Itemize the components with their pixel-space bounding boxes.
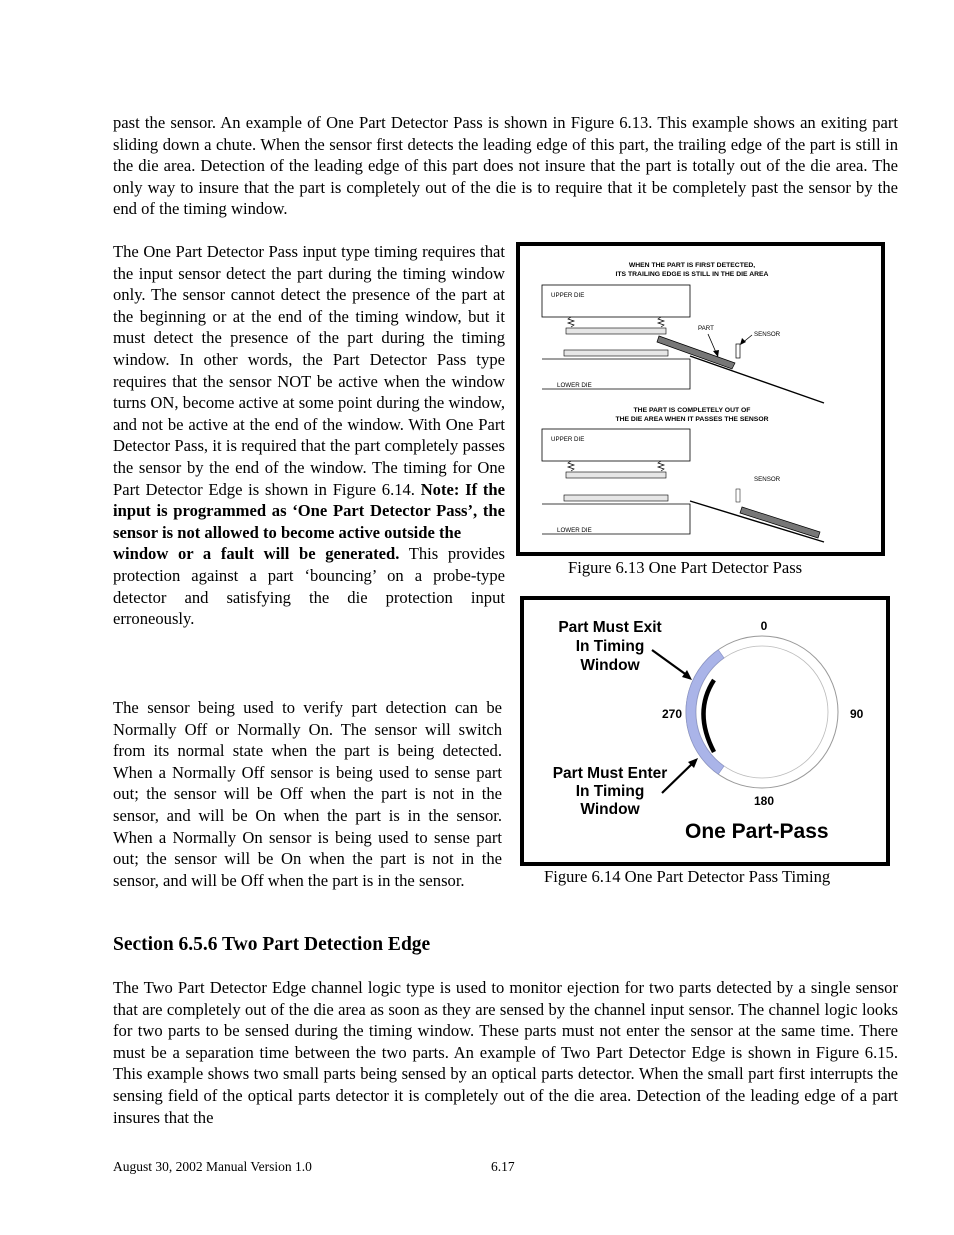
fig13-upper-die-label-bottom: UPPER DIE (551, 436, 585, 443)
pass-note-bold-a: Note: If the input is programmed as ‘One Part Detector Pass’, the sensor is not allowed to become active outside the (113, 479, 505, 542)
fig13-stripper-plate-top (566, 328, 666, 334)
fig13-lower-die-label-bottom: LOWER DIE (557, 527, 592, 534)
fig13-top-note-line1: WHEN THE PART IS FIRST DETECTED, (628, 262, 756, 269)
figure-6-13-diagram (520, 246, 881, 552)
fig13-sensor-label-top: SENSOR (754, 331, 781, 338)
fig13-stripper-plate-bottom (566, 472, 666, 478)
fig13-upper-die-bottom (542, 429, 690, 461)
fig13-bottom-note-line1: THE PART IS COMPLETELY OUT OF (633, 407, 751, 414)
intro-paragraph: past the sensor. An example of One Part Detector Pass is shown in Figure 6.13. This example shows an exiting part sliding down a chute. When the sensor first detects the leading edge of this part, the trailing edge of the part is still in the die area. Detection of the leading edge of this part does not insure that the part is totally out of the die area. The only way to insure that the part is completely out of the die is to require that it be completely past the sensor by the end of the timing window. (113, 113, 898, 219)
figure-6-14-caption: Figure 6.14 One Part Detector Pass Timing (544, 867, 831, 886)
fig13-sensor-top (736, 344, 740, 358)
sensor-paragraph: The sensor being used to verify part detection can be Normally Off or Normally On. The sensor will switch from its normal state when the part is being detected. When a Normally Off sensor is being used to sense part out; the sensor will be Off when the part is not in the sensor, and will be On when the part is in the sensor. When a Normally On sensor is being used to sense part out; the sensor will be On when the part is not in the sensor, and will be Off when the part is in the sensor. (113, 698, 502, 890)
footer-date-version: August 30, 2002 Manual Version 1.0 (113, 1159, 312, 1174)
fig14-timing-ring-inner (696, 646, 828, 778)
fig14-degree-90: 90 (850, 707, 864, 721)
figure-6-13-caption: Figure 6.13 One Part Detector Pass (568, 558, 803, 577)
fig14-title: One Part-Pass (685, 820, 829, 843)
pass-note-rest: This provides protection against a part ‘bouncing’ on a probe-type detector and satisfying the die protection input erroneously. (113, 544, 505, 629)
fig13-spring-left-top (568, 317, 574, 327)
fig13-spring-right-bottom (658, 461, 664, 471)
footer-page-number: 6.17 (491, 1159, 515, 1174)
fig13-spring-right-top (658, 317, 664, 327)
figure-6-14-diagram (524, 600, 886, 862)
fig13-die-plate-top (564, 350, 668, 356)
fig14-enter-label-line1: Part Must Enter (552, 765, 668, 782)
fig14-degree-270: 270 (662, 707, 683, 721)
fig13-upper-die-label-top: UPPER DIE (551, 292, 585, 299)
two-part-paragraph: The Two Part Detector Edge channel logic type is used to monitor ejection for two parts detected by a single sensor that are completely out of the die area as soon as they are sensed by the channel input sensor. The channel logic looks for two parts to be sensed during the timing window. These parts must not enter the sensor at the same time. There must be a separation time between the two parts. An example of Two Part Detector Edge is shown in Figure 6.15. This example shows two small parts being sensed by an optical parts detector. When the small part first interrupts the sensing field of the optical parts detector it is completely out of the die area. Detection of the leading edge of a part insures that the (113, 978, 898, 1127)
pass-main-text: The One Part Detector Pass input type timing requires that the input sensor detect the part during the timing window only. The sensor cannot detect the presence of the part at the beginning or at the end of the timing window, but it must detect the presence of the part during the timing window. In other words, the Part Detector Pass type requires that the sensor NOT be active when the window turns ON, become active at some point during the window, and not be active at the end of the window. With One Part Detector Pass, it is required that the part completely passes the sensor by the end of the window. The timing for One Part Detector Edge is shown in Figure 6.14. (113, 242, 505, 499)
pass-note-bold-b: window or a fault will be generated. (113, 544, 400, 564)
fig13-part-label: PART (698, 325, 714, 332)
fig13-upper-die-top (542, 285, 690, 317)
pass-description-paragraph (113, 241, 505, 630)
fig14-exit-arrow (652, 650, 688, 676)
figure-6-13-frame (516, 242, 885, 556)
fig14-exit-label-line1: Part Must Exit (558, 619, 662, 636)
fig13-sensor-bottom (736, 489, 740, 502)
fig13-sensor-label-bottom: SENSOR (754, 476, 781, 483)
fig13-chute-top (690, 356, 824, 403)
fig14-degree-180: 180 (753, 794, 775, 808)
fig13-chute-bottom (690, 501, 824, 542)
fig13-lower-die-label-top: LOWER DIE (557, 382, 592, 389)
fig14-enter-label-line2: In Timing (575, 783, 645, 800)
figure-6-14-frame (520, 596, 890, 866)
section-heading: Section 6.5.6 Two Part Detection Edge (113, 934, 431, 955)
fig13-top-note-line2: ITS TRAILING EDGE IS STILL IN THE DIE AREA (615, 271, 769, 278)
fig13-sensor-arrowhead-top (740, 338, 746, 345)
fig14-degree-0: 0 (760, 619, 768, 633)
fig13-part-bottom (740, 507, 820, 538)
fig13-spring-left-bottom (568, 461, 574, 471)
fig13-die-plate-bottom (564, 495, 668, 501)
fig14-exit-label-line2: In Timing (575, 638, 645, 655)
fig14-exit-label-line3: Window (580, 657, 640, 674)
fig14-enter-label-line3: Window (580, 801, 640, 818)
fig13-bottom-note-line2: THE DIE AREA WHEN IT PASSES THE SENSOR (615, 416, 769, 423)
